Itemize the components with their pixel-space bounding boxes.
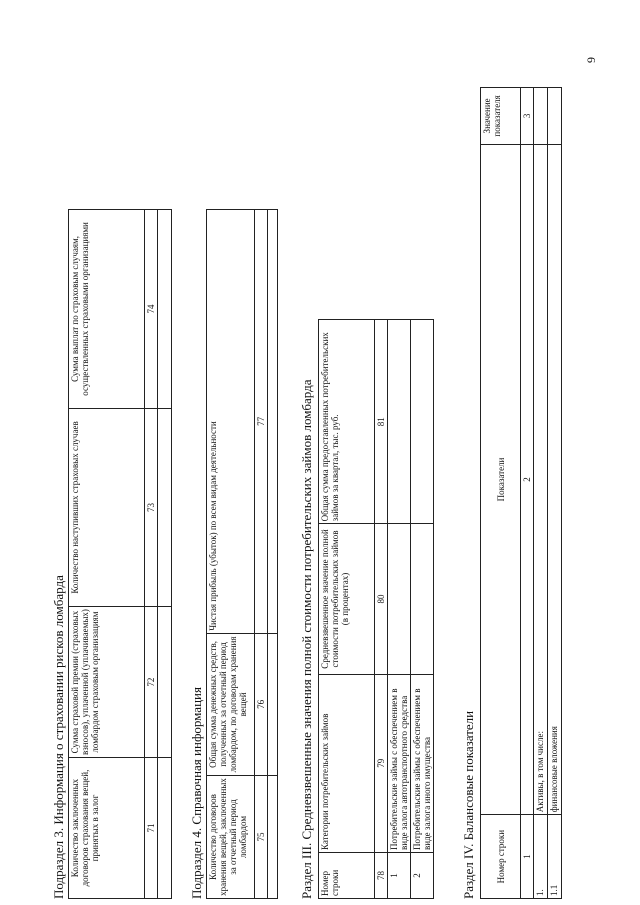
row-label: финансовые вложения — [548, 144, 562, 814]
code-71: 71 — [145, 758, 158, 899]
code-76: 76 — [255, 633, 268, 775]
value-cell — [158, 210, 172, 409]
section4-table — [480, 87, 562, 899]
row-label: Потребительские займы с обеспечением в виде залога иного имущества — [411, 674, 434, 852]
section3-col-number: Номер строки — [319, 852, 375, 898]
section4-col-value: Значение показателя — [481, 88, 521, 145]
table-row — [388, 320, 411, 899]
section4-col-number: Номер строки — [481, 815, 521, 899]
section4-col-indicator: Показатели — [481, 144, 521, 814]
value-cell — [411, 524, 434, 674]
subsection3-col4: Сумма выплат по страховым случаям, осуществленных страховыми организациями — [69, 210, 145, 409]
value-cell — [268, 776, 278, 899]
section3-col-sum: Общая сумма предоставленных потребительских займов за квартал, тыс. руб. — [319, 320, 375, 524]
page-number: 9 — [584, 57, 598, 63]
row-label: Потребительские займы с обеспечением в виде залога автотранспортного средства — [388, 674, 411, 852]
value-cell — [388, 524, 411, 674]
row-number: 1 — [388, 852, 411, 898]
value-cell — [388, 320, 411, 524]
value-cell — [548, 88, 562, 145]
table-row — [411, 320, 434, 899]
table-row — [548, 88, 562, 899]
row-number: 1. — [534, 815, 548, 899]
code-80: 80 — [375, 524, 388, 674]
subsection3-heading: Подраздел 3. Информация о страховании рисков ломбарда — [51, 575, 66, 899]
col-number-2: 2 — [521, 144, 534, 814]
code-73: 73 — [145, 408, 158, 606]
value-cell — [158, 758, 172, 899]
code-81: 81 — [375, 320, 388, 524]
code-74: 74 — [145, 210, 158, 409]
subsection4-col1: Количество договоров хранения вещей, заключенных за отчетный период ломбардом — [207, 776, 255, 899]
value-cell — [534, 88, 548, 145]
code-72: 72 — [145, 607, 158, 758]
value-cell — [411, 320, 434, 524]
subsection4-table — [206, 209, 278, 899]
col-number-1: 1 — [521, 815, 534, 899]
row-number: 1.1 — [548, 815, 562, 899]
table-row — [534, 88, 548, 899]
code-77: 77 — [255, 210, 268, 634]
row-number: 2 — [411, 852, 434, 898]
section3-heading: Раздел III. Средневзвешенные значения полной стоимости потребительских займов ломбарда — [299, 379, 314, 899]
value-cell — [268, 633, 278, 775]
subsection3-col1: Количество заключенных договоров страхования вещей, принятых в залог — [69, 758, 145, 899]
subsection3-col2: Сумма страховой премии (страховых взносов), уплаченной (уплачиваемых) ломбардом страховым организациям — [69, 607, 145, 758]
value-cell — [158, 607, 172, 758]
value-cell — [158, 408, 172, 606]
subsection4-col2: Общая сумма денежных средств, полученных за отчетный период ломбардом, по договорам хранения вещей — [207, 633, 255, 775]
section3-col-value: Средневзвешенное значение полной стоимости потребительских займов (в процентах) — [319, 524, 375, 674]
code-78: 78 — [375, 852, 388, 898]
code-75: 75 — [255, 776, 268, 899]
code-79: 79 — [375, 674, 388, 852]
section3-table — [318, 319, 434, 899]
col-number-3: 3 — [521, 88, 534, 145]
subsection3-col3: Количество наступивших страховых случаев — [69, 408, 145, 606]
value-cell — [268, 210, 278, 634]
section4-heading: Раздел IV. Балансовые показатели — [461, 710, 476, 899]
subsection4-col3: Чистая прибыль (убыток) по всем видам деятельности — [207, 210, 255, 634]
subsection4-heading: Подраздел 4. Справочная информация — [189, 687, 204, 899]
section3-col-category: Категории потребительских займов — [319, 674, 375, 852]
subsection3-table — [68, 209, 172, 899]
row-label: Активы, в том числе: — [534, 144, 548, 814]
